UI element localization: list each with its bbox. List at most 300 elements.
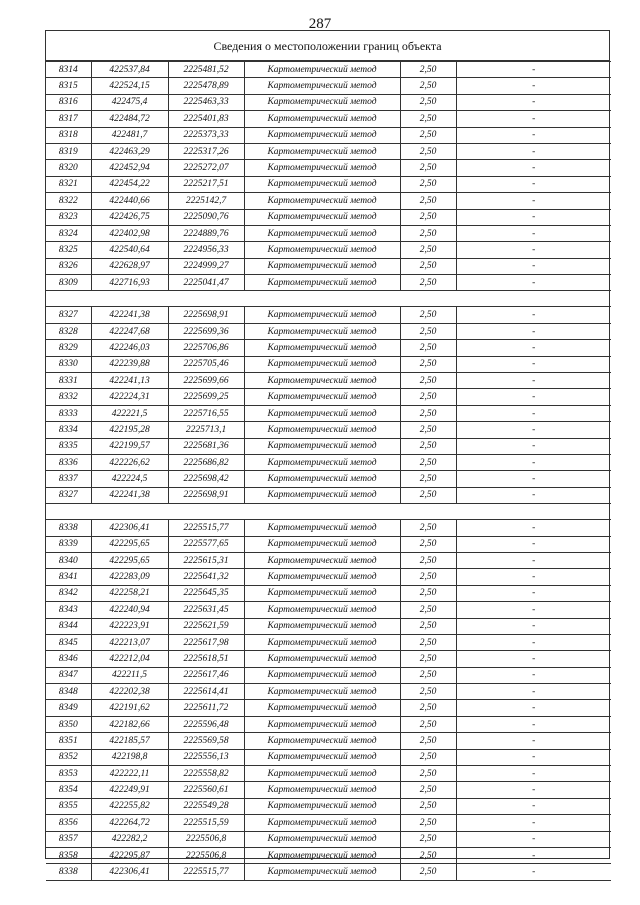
accuracy-cell: 2,50 <box>400 569 456 585</box>
table-row <box>46 684 611 700</box>
method-cell: Картометрический метод <box>244 78 400 94</box>
accuracy-cell: 2,50 <box>400 618 456 634</box>
table-row <box>46 749 611 765</box>
accuracy-cell: 2,50 <box>400 275 456 291</box>
point-number-cell: 8335 <box>46 438 91 454</box>
method-cell: Картометрический метод <box>244 716 400 732</box>
coordinate-table <box>46 519 611 881</box>
accuracy-cell: 2,50 <box>400 258 456 274</box>
coordinate-y-cell: 2225641,32 <box>168 569 244 585</box>
coordinate-y-cell: 2225463,33 <box>168 94 244 110</box>
coordinate-y-cell: 2225373,33 <box>168 127 244 143</box>
coordinate-x-cell: 422295,87 <box>91 847 168 863</box>
coordinate-y-cell: 2225506,8 <box>168 847 244 863</box>
point-number-cell: 8326 <box>46 258 91 274</box>
point-number-cell: 8328 <box>46 323 91 339</box>
point-number-cell: 8330 <box>46 356 91 372</box>
method-cell: Картометрический метод <box>244 62 400 78</box>
point-number-cell: 8343 <box>46 602 91 618</box>
coordinate-table <box>46 306 611 504</box>
description-cell: - <box>456 536 611 552</box>
table-row <box>46 552 611 568</box>
coordinate-x-cell: 422191,62 <box>91 700 168 716</box>
coordinate-table <box>46 61 611 291</box>
accuracy-cell: 2,50 <box>400 356 456 372</box>
coordinate-x-cell: 422185,57 <box>91 733 168 749</box>
accuracy-cell: 2,50 <box>400 733 456 749</box>
coordinate-y-cell: 2225481,52 <box>168 62 244 78</box>
description-cell: - <box>456 716 611 732</box>
accuracy-cell: 2,50 <box>400 422 456 438</box>
coordinate-y-cell: 2225272,07 <box>168 160 244 176</box>
coordinate-y-cell: 2225617,98 <box>168 634 244 650</box>
coordinate-x-cell: 422222,11 <box>91 766 168 782</box>
point-number-cell: 8340 <box>46 552 91 568</box>
description-cell: - <box>456 667 611 683</box>
coordinate-y-cell: 2225716,55 <box>168 405 244 421</box>
accuracy-cell: 2,50 <box>400 176 456 192</box>
coordinate-y-cell: 2225614,41 <box>168 684 244 700</box>
description-cell: - <box>456 389 611 405</box>
point-number-cell: 8322 <box>46 193 91 209</box>
table-row <box>46 520 611 536</box>
accuracy-cell: 2,50 <box>400 487 456 503</box>
accuracy-cell: 2,50 <box>400 864 456 880</box>
table-row <box>46 766 611 782</box>
point-number-cell: 8324 <box>46 225 91 241</box>
table-row <box>46 831 611 847</box>
coordinate-y-cell: 2225681,36 <box>168 438 244 454</box>
method-cell: Картометрический метод <box>244 536 400 552</box>
table-row <box>46 373 611 389</box>
method-cell: Картометрический метод <box>244 438 400 454</box>
description-cell: - <box>456 340 611 356</box>
coordinate-y-cell: 2225142,7 <box>168 193 244 209</box>
method-cell: Картометрический метод <box>244 340 400 356</box>
accuracy-cell: 2,50 <box>400 323 456 339</box>
description-cell: - <box>456 62 611 78</box>
coordinate-y-cell: 2225706,86 <box>168 340 244 356</box>
description-cell: - <box>456 356 611 372</box>
accuracy-cell: 2,50 <box>400 700 456 716</box>
coordinate-x-cell: 422195,28 <box>91 422 168 438</box>
point-number-cell: 8341 <box>46 569 91 585</box>
accuracy-cell: 2,50 <box>400 471 456 487</box>
accuracy-cell: 2,50 <box>400 585 456 601</box>
table-row <box>46 307 611 323</box>
description-cell: - <box>456 307 611 323</box>
coordinate-x-cell: 422295,65 <box>91 552 168 568</box>
coordinate-y-cell: 2225645,35 <box>168 585 244 601</box>
method-cell: Картометрический метод <box>244 585 400 601</box>
table-row <box>46 454 611 470</box>
coordinate-x-cell: 422454,22 <box>91 176 168 192</box>
method-cell: Картометрический метод <box>244 193 400 209</box>
coordinate-x-cell: 422212,04 <box>91 651 168 667</box>
method-cell: Картометрический метод <box>244 323 400 339</box>
coordinate-x-cell: 422241,13 <box>91 373 168 389</box>
accuracy-cell: 2,50 <box>400 552 456 568</box>
table-row <box>46 62 611 78</box>
method-cell: Картометрический метод <box>244 242 400 258</box>
accuracy-cell: 2,50 <box>400 193 456 209</box>
coordinate-x-cell: 422182,66 <box>91 716 168 732</box>
description-cell: - <box>456 749 611 765</box>
coordinate-y-cell: 2225515,77 <box>168 520 244 536</box>
table-row <box>46 700 611 716</box>
method-cell: Картометрический метод <box>244 307 400 323</box>
description-cell: - <box>456 143 611 159</box>
coordinate-y-cell: 2225090,76 <box>168 209 244 225</box>
point-number-cell: 8339 <box>46 536 91 552</box>
table-row <box>46 864 611 880</box>
coordinate-y-cell: 2225698,42 <box>168 471 244 487</box>
coordinate-y-cell: 2225401,83 <box>168 111 244 127</box>
method-cell: Картометрический метод <box>244 258 400 274</box>
point-number-cell: 8350 <box>46 716 91 732</box>
method-cell: Картометрический метод <box>244 782 400 798</box>
accuracy-cell: 2,50 <box>400 684 456 700</box>
description-cell: - <box>456 78 611 94</box>
point-number-cell: 8327 <box>46 307 91 323</box>
method-cell: Картометрический метод <box>244 847 400 863</box>
method-cell: Картометрический метод <box>244 373 400 389</box>
description-cell: - <box>456 733 611 749</box>
accuracy-cell: 2,50 <box>400 242 456 258</box>
point-number-cell: 8332 <box>46 389 91 405</box>
table-row <box>46 815 611 831</box>
description-cell: - <box>456 209 611 225</box>
table-row <box>46 438 611 454</box>
coordinate-y-cell: 2225611,72 <box>168 700 244 716</box>
coordinate-x-cell: 422241,38 <box>91 487 168 503</box>
coordinate-y-cell: 2224956,33 <box>168 242 244 258</box>
point-number-cell: 8309 <box>46 275 91 291</box>
table-row <box>46 389 611 405</box>
coordinate-x-cell: 422258,21 <box>91 585 168 601</box>
point-number-cell: 8342 <box>46 585 91 601</box>
point-number-cell: 8321 <box>46 176 91 192</box>
accuracy-cell: 2,50 <box>400 438 456 454</box>
method-cell: Картометрический метод <box>244 471 400 487</box>
accuracy-cell: 2,50 <box>400 373 456 389</box>
point-number-cell: 8357 <box>46 831 91 847</box>
description-cell: - <box>456 242 611 258</box>
coordinate-x-cell: 422295,65 <box>91 536 168 552</box>
coordinate-y-cell: 2225631,45 <box>168 602 244 618</box>
point-number-cell: 8351 <box>46 733 91 749</box>
description-cell: - <box>456 471 611 487</box>
point-number-cell: 8338 <box>46 520 91 536</box>
table-row <box>46 275 611 291</box>
coordinate-x-cell: 422264,72 <box>91 815 168 831</box>
accuracy-cell: 2,50 <box>400 307 456 323</box>
method-cell: Картометрический метод <box>244 634 400 650</box>
method-cell: Картометрический метод <box>244 356 400 372</box>
method-cell: Картометрический метод <box>244 831 400 847</box>
accuracy-cell: 2,50 <box>400 127 456 143</box>
point-number-cell: 8317 <box>46 111 91 127</box>
coordinate-y-cell: 2225705,46 <box>168 356 244 372</box>
method-cell: Картометрический метод <box>244 160 400 176</box>
block-separator <box>46 291 609 306</box>
point-number-cell: 8316 <box>46 94 91 110</box>
accuracy-cell: 2,50 <box>400 209 456 225</box>
coordinate-x-cell: 422440,66 <box>91 193 168 209</box>
method-cell: Картометрический метод <box>244 275 400 291</box>
coordinate-x-cell: 422249,91 <box>91 782 168 798</box>
coordinate-y-cell: 2225560,61 <box>168 782 244 798</box>
method-cell: Картометрический метод <box>244 143 400 159</box>
coordinate-x-cell: 422306,41 <box>91 864 168 880</box>
point-number-cell: 8336 <box>46 454 91 470</box>
coordinate-x-cell: 422540,64 <box>91 242 168 258</box>
table-row <box>46 798 611 814</box>
accuracy-cell: 2,50 <box>400 782 456 798</box>
accuracy-cell: 2,50 <box>400 847 456 863</box>
coordinate-y-cell: 2225217,51 <box>168 176 244 192</box>
description-cell: - <box>456 585 611 601</box>
point-number-cell: 8329 <box>46 340 91 356</box>
table-row <box>46 323 611 339</box>
accuracy-cell: 2,50 <box>400 94 456 110</box>
method-cell: Картометрический метод <box>244 700 400 716</box>
method-cell: Картометрический метод <box>244 127 400 143</box>
point-number-cell: 8347 <box>46 667 91 683</box>
coordinate-x-cell: 422484,72 <box>91 111 168 127</box>
coordinate-x-cell: 422426,75 <box>91 209 168 225</box>
description-cell: - <box>456 782 611 798</box>
coordinate-y-cell: 2225515,59 <box>168 815 244 831</box>
method-cell: Картометрический метод <box>244 209 400 225</box>
description-cell: - <box>456 569 611 585</box>
coordinate-x-cell: 422524,15 <box>91 78 168 94</box>
description-cell: - <box>456 487 611 503</box>
point-number-cell: 8358 <box>46 847 91 863</box>
table-row <box>46 471 611 487</box>
table-title: Сведения о местоположении границ объекта <box>46 31 609 61</box>
table-row <box>46 667 611 683</box>
accuracy-cell: 2,50 <box>400 667 456 683</box>
point-number-cell: 8352 <box>46 749 91 765</box>
description-cell: - <box>456 323 611 339</box>
point-number-cell: 8333 <box>46 405 91 421</box>
table-row <box>46 733 611 749</box>
coordinate-x-cell: 422221,5 <box>91 405 168 421</box>
coordinate-x-cell: 422213,07 <box>91 634 168 650</box>
description-cell: - <box>456 454 611 470</box>
point-number-cell: 8344 <box>46 618 91 634</box>
method-cell: Картометрический метод <box>244 749 400 765</box>
coordinate-y-cell: 2225686,82 <box>168 454 244 470</box>
coordinate-x-cell: 422240,94 <box>91 602 168 618</box>
coordinate-y-cell: 2225506,8 <box>168 831 244 847</box>
method-cell: Картометрический метод <box>244 389 400 405</box>
table-row <box>46 242 611 258</box>
description-cell: - <box>456 634 611 650</box>
table-row <box>46 225 611 241</box>
method-cell: Картометрический метод <box>244 487 400 503</box>
description-cell: - <box>456 618 611 634</box>
coordinate-y-cell: 2225698,91 <box>168 487 244 503</box>
description-cell: - <box>456 94 611 110</box>
method-cell: Картометрический метод <box>244 602 400 618</box>
coordinate-blocks <box>46 61 609 881</box>
coordinate-x-cell: 422202,38 <box>91 684 168 700</box>
point-number-cell: 8355 <box>46 798 91 814</box>
description-cell: - <box>456 520 611 536</box>
description-cell: - <box>456 798 611 814</box>
description-cell: - <box>456 831 611 847</box>
table-row <box>46 782 611 798</box>
accuracy-cell: 2,50 <box>400 143 456 159</box>
description-cell: - <box>456 700 611 716</box>
description-cell: - <box>456 160 611 176</box>
description-cell: - <box>456 225 611 241</box>
method-cell: Картометрический метод <box>244 569 400 585</box>
accuracy-cell: 2,50 <box>400 602 456 618</box>
description-cell: - <box>456 684 611 700</box>
coordinate-x-cell: 422255,82 <box>91 798 168 814</box>
coordinate-y-cell: 2225596,48 <box>168 716 244 732</box>
accuracy-cell: 2,50 <box>400 798 456 814</box>
accuracy-cell: 2,50 <box>400 340 456 356</box>
accuracy-cell: 2,50 <box>400 160 456 176</box>
coordinate-x-cell: 422537,84 <box>91 62 168 78</box>
description-cell: - <box>456 815 611 831</box>
table-row <box>46 340 611 356</box>
point-number-cell: 8349 <box>46 700 91 716</box>
coordinate-x-cell: 422475,4 <box>91 94 168 110</box>
table-row <box>46 618 611 634</box>
accuracy-cell: 2,50 <box>400 454 456 470</box>
description-cell: - <box>456 766 611 782</box>
coordinate-x-cell: 422282,2 <box>91 831 168 847</box>
coordinate-y-cell: 2224889,76 <box>168 225 244 241</box>
table-row <box>46 405 611 421</box>
description-cell: - <box>456 373 611 389</box>
description-cell: - <box>456 258 611 274</box>
accuracy-cell: 2,50 <box>400 78 456 94</box>
coordinate-x-cell: 422199,57 <box>91 438 168 454</box>
boundary-table-frame <box>45 30 610 878</box>
table-row <box>46 127 611 143</box>
method-cell: Картометрический метод <box>244 798 400 814</box>
method-cell: Картометрический метод <box>244 815 400 831</box>
coordinate-y-cell: 2225577,65 <box>168 536 244 552</box>
table-row <box>46 356 611 372</box>
accuracy-cell: 2,50 <box>400 111 456 127</box>
coordinate-y-cell: 2225615,31 <box>168 552 244 568</box>
accuracy-cell: 2,50 <box>400 62 456 78</box>
table-row <box>46 847 611 863</box>
accuracy-cell: 2,50 <box>400 536 456 552</box>
table-row <box>46 569 611 585</box>
method-cell: Картометрический метод <box>244 176 400 192</box>
coordinate-x-cell: 422306,41 <box>91 520 168 536</box>
coordinate-y-cell: 2225713,1 <box>168 422 244 438</box>
method-cell: Картометрический метод <box>244 766 400 782</box>
method-cell: Картометрический метод <box>244 684 400 700</box>
coordinate-x-cell: 422241,38 <box>91 307 168 323</box>
coordinate-x-cell: 422402,98 <box>91 225 168 241</box>
coordinate-y-cell: 2225515,77 <box>168 864 244 880</box>
point-number-cell: 8327 <box>46 487 91 503</box>
point-number-cell: 8319 <box>46 143 91 159</box>
point-number-cell: 8353 <box>46 766 91 782</box>
method-cell: Картометрический метод <box>244 94 400 110</box>
coordinate-x-cell: 422246,03 <box>91 340 168 356</box>
description-cell: - <box>456 602 611 618</box>
method-cell: Картометрический метод <box>244 552 400 568</box>
point-number-cell: 8320 <box>46 160 91 176</box>
description-cell: - <box>456 127 611 143</box>
method-cell: Картометрический метод <box>244 111 400 127</box>
point-number-cell: 8323 <box>46 209 91 225</box>
table-row <box>46 487 611 503</box>
table-row <box>46 422 611 438</box>
point-number-cell: 8318 <box>46 127 91 143</box>
point-number-cell: 8338 <box>46 864 91 880</box>
method-cell: Картометрический метод <box>244 651 400 667</box>
table-row <box>46 193 611 209</box>
method-cell: Картометрический метод <box>244 864 400 880</box>
coordinate-y-cell: 2224999,27 <box>168 258 244 274</box>
point-number-cell: 8356 <box>46 815 91 831</box>
coordinate-y-cell: 2225556,13 <box>168 749 244 765</box>
description-cell: - <box>456 275 611 291</box>
table-row <box>46 651 611 667</box>
description-cell: - <box>456 552 611 568</box>
description-cell: - <box>456 193 611 209</box>
coordinate-x-cell: 422223,91 <box>91 618 168 634</box>
accuracy-cell: 2,50 <box>400 749 456 765</box>
coordinate-y-cell: 2225478,89 <box>168 78 244 94</box>
coordinate-x-cell: 422211,5 <box>91 667 168 683</box>
description-cell: - <box>456 864 611 880</box>
coordinate-y-cell: 2225041,47 <box>168 275 244 291</box>
description-cell: - <box>456 405 611 421</box>
table-row <box>46 634 611 650</box>
coordinate-y-cell: 2225699,66 <box>168 373 244 389</box>
coordinate-x-cell: 422224,31 <box>91 389 168 405</box>
coordinate-y-cell: 2225317,26 <box>168 143 244 159</box>
table-row <box>46 258 611 274</box>
point-number-cell: 8334 <box>46 422 91 438</box>
accuracy-cell: 2,50 <box>400 520 456 536</box>
coordinate-y-cell: 2225617,46 <box>168 667 244 683</box>
method-cell: Картометрический метод <box>244 520 400 536</box>
table-row <box>46 716 611 732</box>
coordinate-x-cell: 422716,93 <box>91 275 168 291</box>
table-row <box>46 209 611 225</box>
table-row <box>46 536 611 552</box>
coordinate-x-cell: 422224,5 <box>91 471 168 487</box>
coordinate-x-cell: 422628,97 <box>91 258 168 274</box>
accuracy-cell: 2,50 <box>400 389 456 405</box>
accuracy-cell: 2,50 <box>400 405 456 421</box>
coordinate-y-cell: 2225621,59 <box>168 618 244 634</box>
block-separator <box>46 504 609 519</box>
point-number-cell: 8315 <box>46 78 91 94</box>
point-number-cell: 8354 <box>46 782 91 798</box>
description-cell: - <box>456 651 611 667</box>
accuracy-cell: 2,50 <box>400 831 456 847</box>
accuracy-cell: 2,50 <box>400 651 456 667</box>
coordinate-x-cell: 422481,7 <box>91 127 168 143</box>
coordinate-y-cell: 2225558,82 <box>168 766 244 782</box>
coordinate-y-cell: 2225699,36 <box>168 323 244 339</box>
